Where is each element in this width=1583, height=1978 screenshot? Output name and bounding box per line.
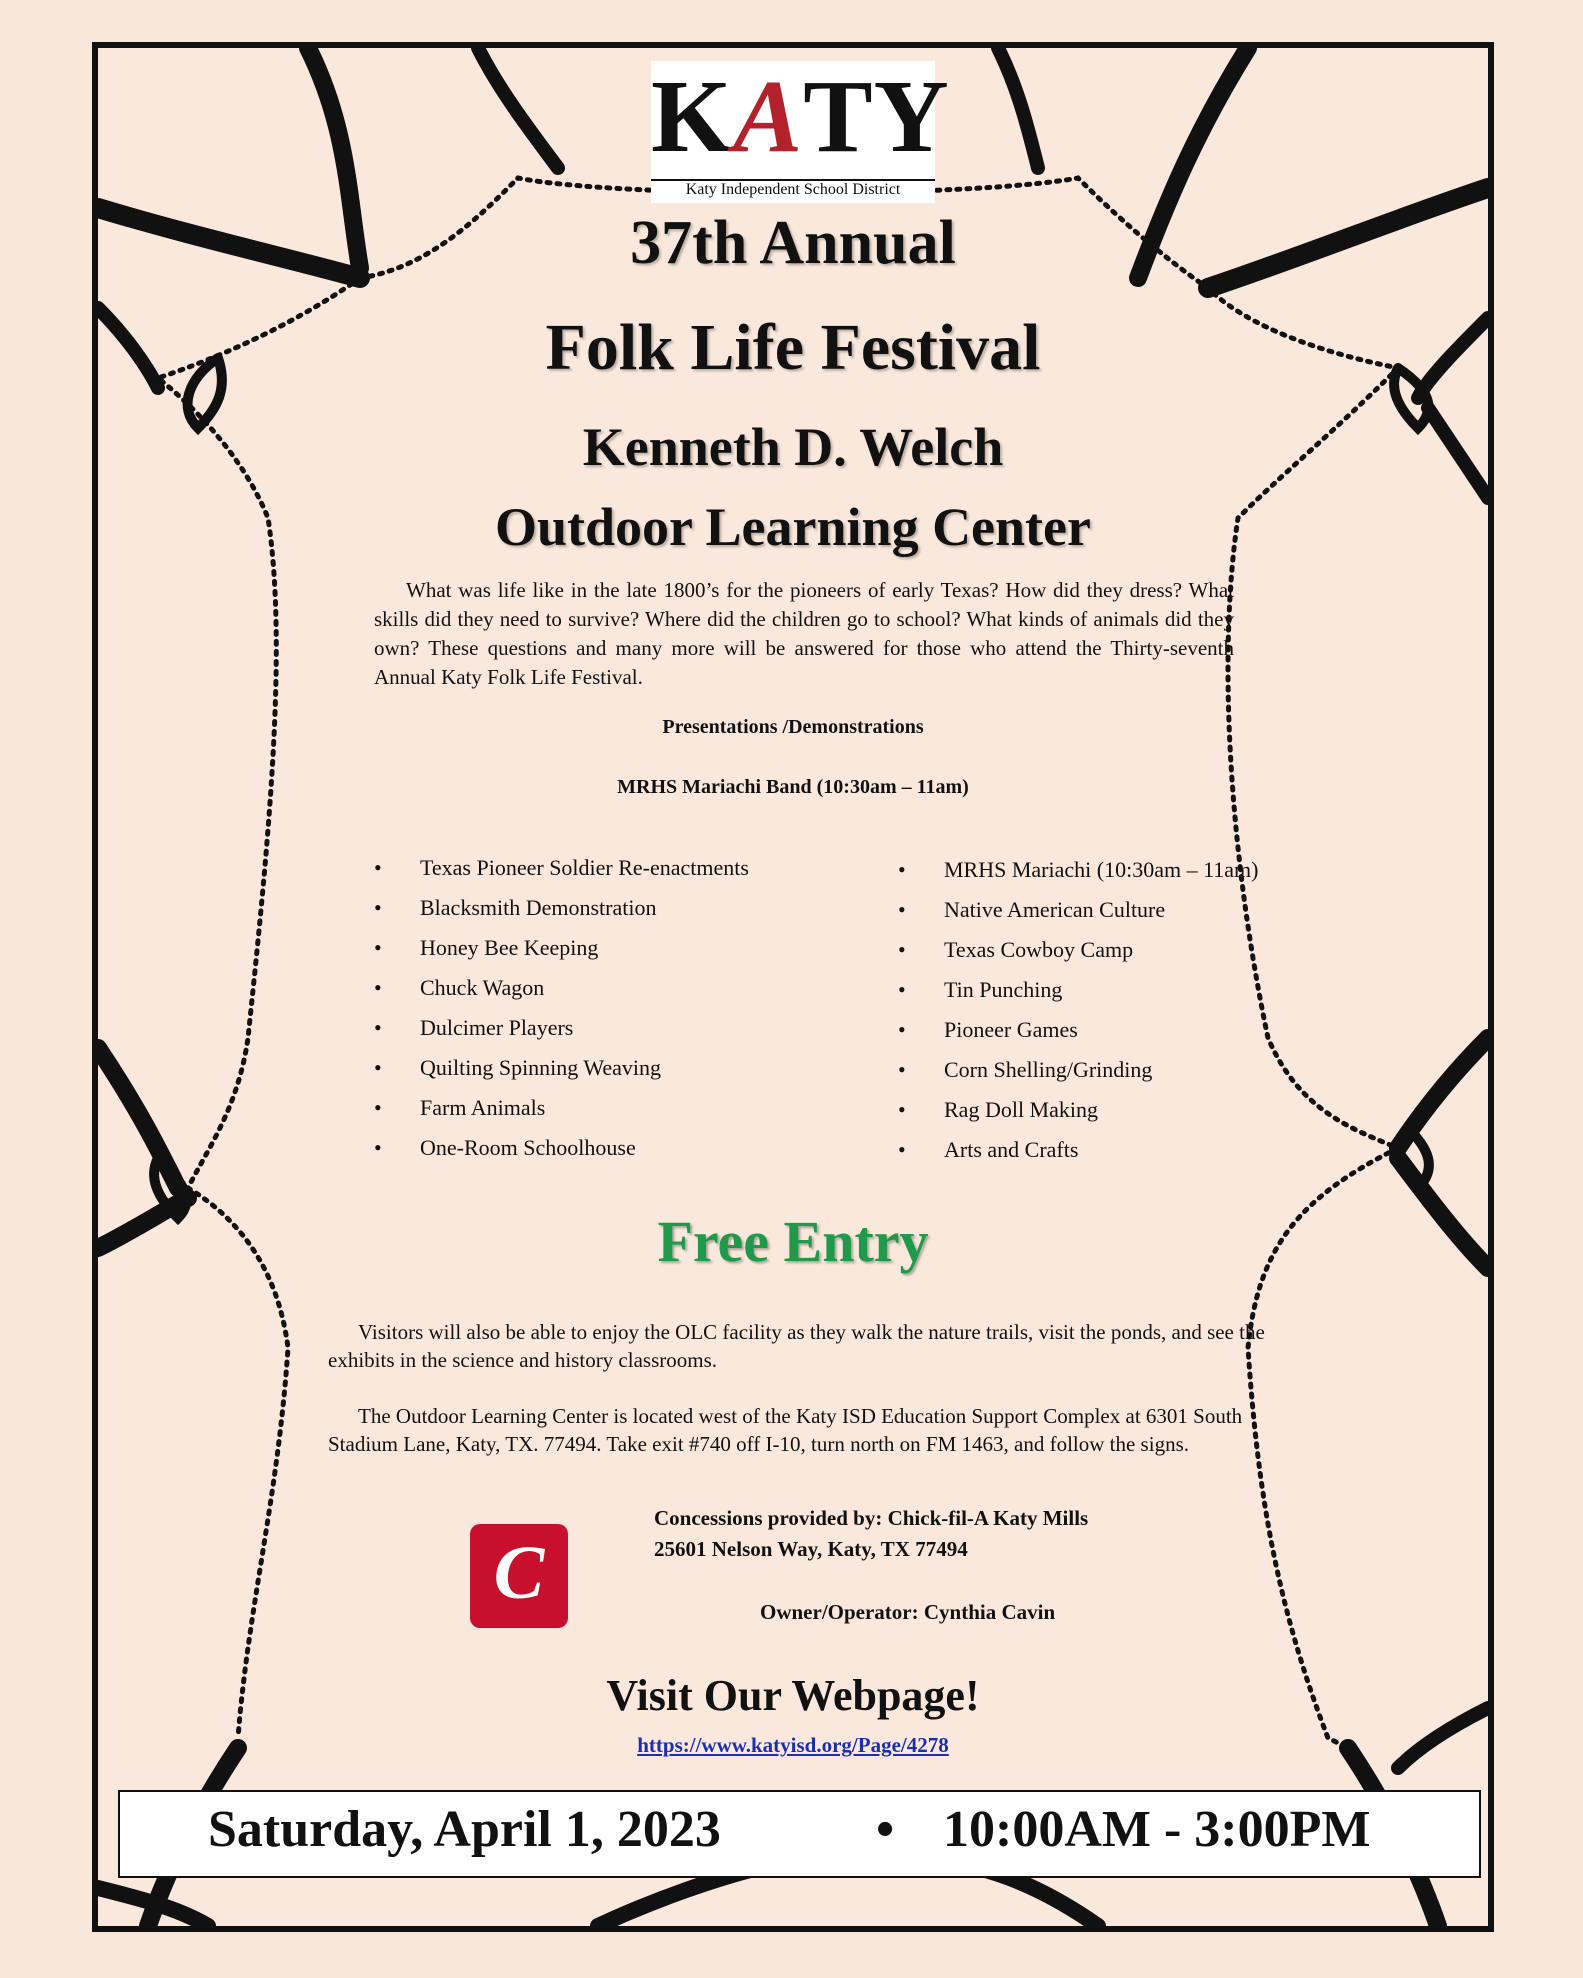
list-item: • Rag Doll Making: [898, 1090, 1258, 1130]
event-title-line1: 37th Annual: [630, 209, 956, 277]
concessions-provider: Concessions provided by: Chick-fil-A Katy Mills: [654, 1506, 1089, 1530]
list-item: • Chuck Wagon: [374, 968, 749, 1008]
katy-isd-logo: [651, 59, 950, 203]
list-item: • Pioneer Games: [898, 1010, 1258, 1050]
list-item: • MRHS Mariachi (10:30am – 11am): [898, 850, 1258, 890]
band-line: MRHS Mariachi Band (10:30am – 11am): [617, 776, 969, 798]
intro-paragraph: What was life like in the late 1800’s for the pioneers of early Texas? How did they dress? What skills did they need to survive? Where did the children go to school? What kinds of animals did they own? These questions and many more will be answered for those who attend the Thirty-seventh Annual Katy Folk Life Festival.: [374, 578, 1234, 689]
event-date: Saturday, April 1, 2023: [208, 1801, 721, 1858]
list-item: • Blacksmith Demonstration: [374, 888, 749, 928]
event-title-line2: Folk Life Festival: [545, 311, 1041, 384]
list-item: • Quilting Spinning Weaving: [374, 1048, 749, 1088]
list-item: • Texas Pioneer Soldier Re-enactments: [374, 848, 749, 888]
venue-title-line2: Outdoor Learning Center: [495, 497, 1091, 557]
list-item: • Farm Animals: [374, 1088, 749, 1128]
logo-subtitle: Katy Independent School District: [651, 179, 935, 199]
activities-list-left: [374, 848, 749, 1168]
flyer: [92, 42, 1494, 1932]
list-item: • One-Room Schoolhouse: [374, 1128, 749, 1168]
list-item: • Dulcimer Players: [374, 1008, 749, 1048]
separator-bullet: •: [876, 1801, 895, 1858]
list-item: • Tin Punching: [898, 970, 1258, 1010]
visitors-paragraph: Visitors will also be able to enjoy the OLC facility as they walk the nature trails, visit the ponds, and see the exhibits in the science and history classrooms.: [328, 1320, 1265, 1372]
free-entry-banner: Free Entry: [657, 1209, 929, 1274]
concessions-owner: Owner/Operator: Cynthia Cavin: [760, 1600, 1056, 1624]
concessions-address: 25601 Nelson Way, Katy, TX 77494: [654, 1537, 968, 1561]
activities-list-right: [898, 850, 1258, 1170]
logo-wordmark: KATY: [651, 59, 950, 174]
list-item: • Honey Bee Keeping: [374, 928, 749, 968]
list-item: • Native American Culture: [898, 890, 1258, 930]
webpage-heading: Visit Our Webpage!: [606, 1671, 980, 1720]
venue-title-line1: Kenneth D. Welch: [582, 417, 1004, 477]
event-time: 10:00AM - 3:00PM: [943, 1801, 1371, 1858]
chick-fil-a-logo-icon: C: [470, 1524, 568, 1628]
date-time-banner: [118, 1790, 1481, 1878]
location-paragraph: The Outdoor Learning Center is located west of the Katy ISD Education Support Complex at 6301 South Stadium Lane, Katy, TX. 77494. Take exit #740 off I-10, turn north on FM 1463, and follow the signs.: [328, 1404, 1243, 1456]
webpage-link[interactable]: https://www.katyisd.org/Page/4278: [637, 1733, 949, 1757]
presentations-heading: Presentations /Demonstrations: [662, 716, 924, 738]
list-item: • Arts and Crafts: [898, 1130, 1258, 1170]
list-item: • Texas Cowboy Camp: [898, 930, 1258, 970]
list-item: • Corn Shelling/Grinding: [898, 1050, 1258, 1090]
